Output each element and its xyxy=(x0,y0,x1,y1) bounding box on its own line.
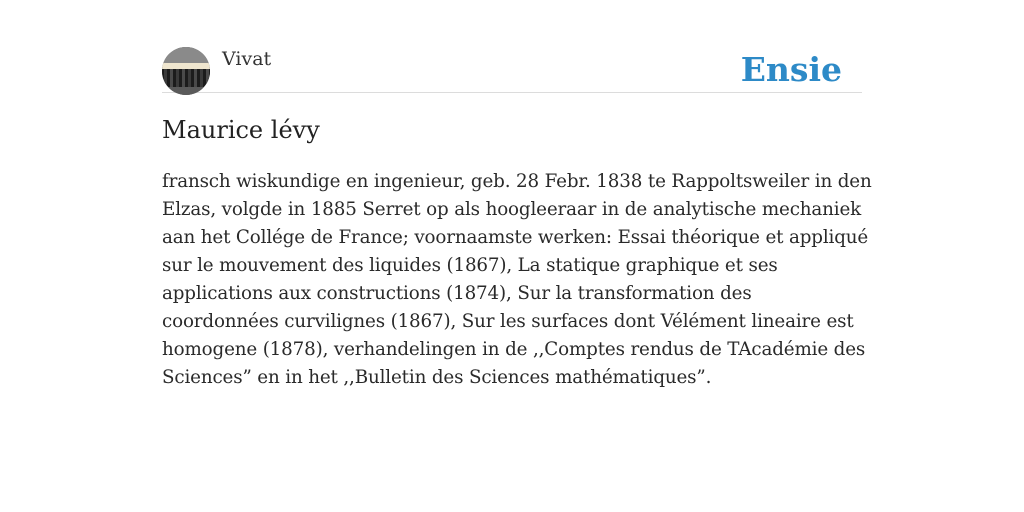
article-title: Maurice lévy xyxy=(162,116,320,144)
author-name[interactable]: Vivat xyxy=(222,48,272,70)
article-body: fransch wiskundige en ingenieur, geb. 28 Febr. 1838 te Rappoltsweiler in den Elzas, volgde in 1885 Serret op als hoogleeraar in de analytische mechaniek aan het Collége de France; voornaamste werken: Essai théorique et appliqué sur le mouvement des liquides (1867), La statique graphique et ses applications aux constructions (1874), Sur la transformation des coordonnées curvilignes (1867), Sur les surfaces dont Vélément lineaire est homogene (1878), verhandelingen in de ,,Comptes rendus de TAcadémie des Sciences” en in het ,,Bulletin des Sciences mathématiques”. xyxy=(162,171,872,388)
brand-logo-link[interactable]: Ensie xyxy=(740,50,842,89)
book-spines-icon xyxy=(162,47,210,95)
page-header xyxy=(162,46,862,93)
author-avatar[interactable] xyxy=(162,47,210,95)
